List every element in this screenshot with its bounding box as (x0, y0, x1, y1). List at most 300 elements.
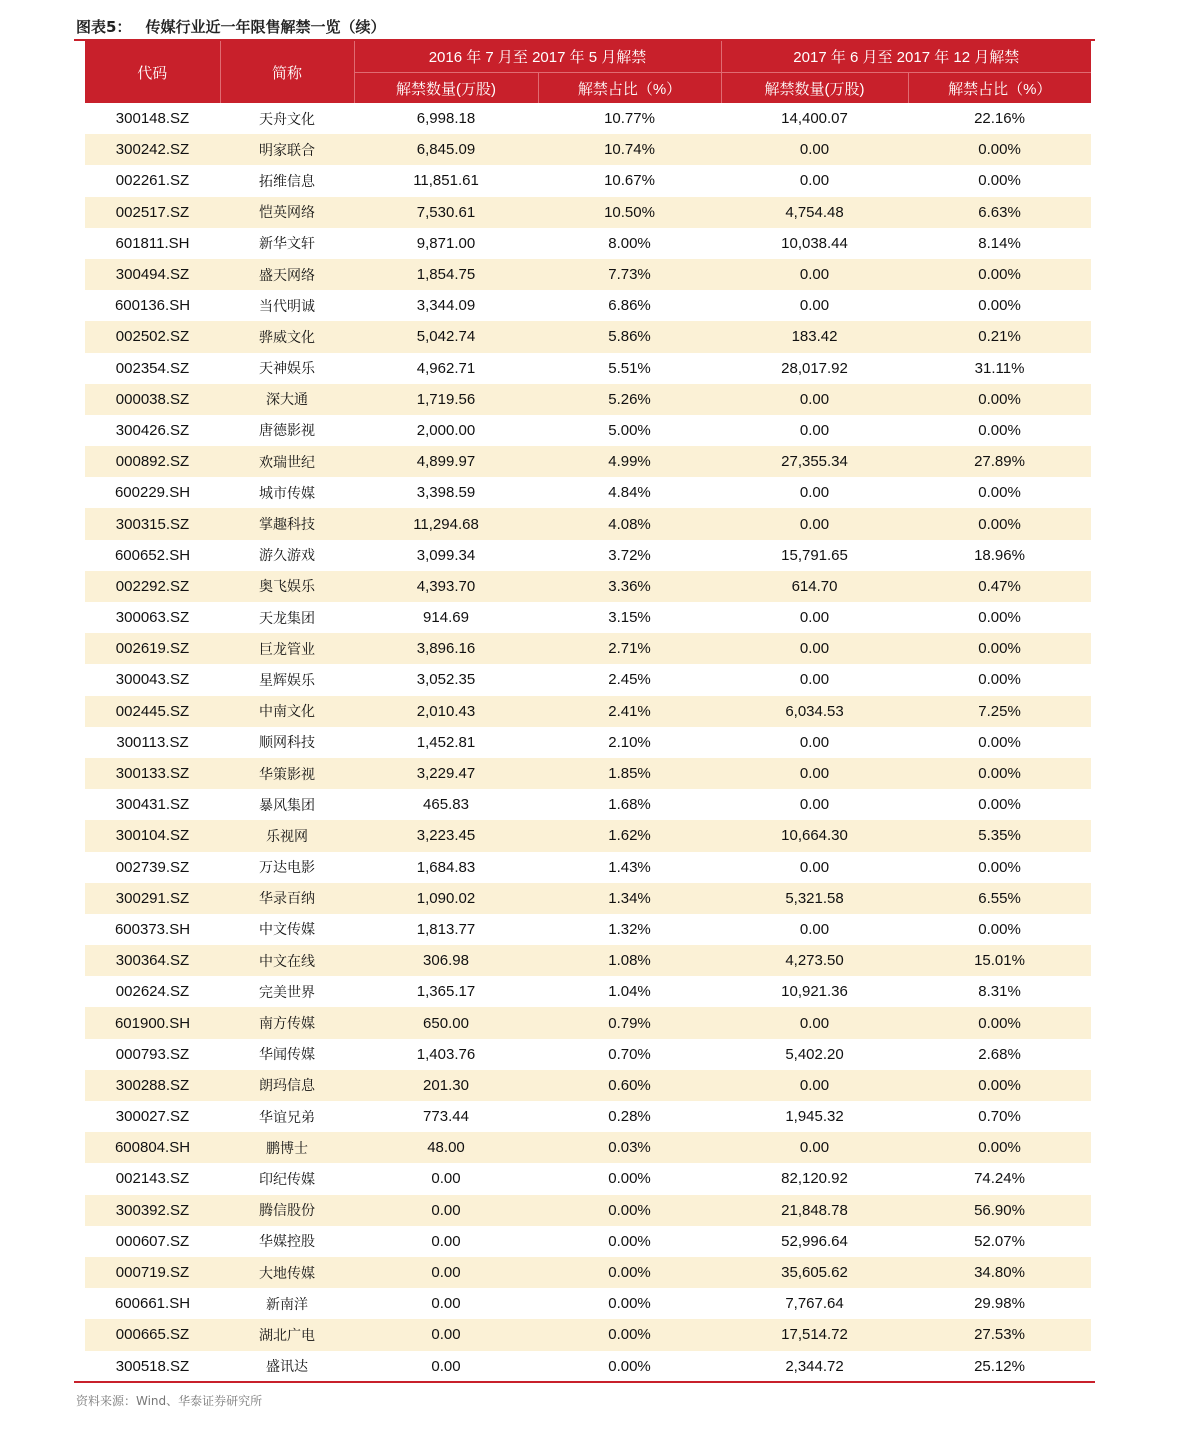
table-row (85, 1070, 1091, 1101)
cell-qty1: 11,851.61 (413, 172, 479, 190)
cell-code: 300364.SZ (85, 945, 220, 976)
cell-qty1: 1,719.56 (354, 384, 538, 415)
cell-ratio2: 8.14% (978, 234, 1021, 252)
cell-qty2: 0.00 (721, 134, 908, 165)
cell-ratio1: 10.77% (604, 110, 655, 128)
cell-code: 600652.SH (114, 546, 191, 564)
cell-name: 深大通 (220, 384, 354, 415)
header-qty1: 解禁数量(万股) (354, 73, 538, 104)
cell-ratio2: 74.24% (974, 1170, 1025, 1188)
cell-ratio1: 0.00% (608, 1295, 651, 1313)
cell-code: 002624.SZ (115, 983, 190, 1001)
cell-ratio2: 27.53% (908, 1319, 1091, 1350)
cell-qty1: 3,896.16 (354, 633, 538, 664)
cell-code: 000665.SZ (85, 1319, 220, 1350)
cell-ratio1: 2.45% (608, 671, 651, 689)
cell-ratio2: 0.00% (908, 1007, 1091, 1038)
cell-name: 中文传媒 (259, 922, 315, 939)
cell-ratio1: 4.99% (538, 446, 721, 477)
table-row (85, 540, 1091, 571)
cell-ratio2: 25.12% (974, 1357, 1025, 1375)
cell-ratio2: 6.63% (908, 197, 1091, 228)
cell-code: 300027.SZ (115, 1108, 190, 1126)
cell-code: 002445.SZ (85, 696, 220, 727)
cell-qty2: 0.00 (799, 920, 830, 938)
cell-name: 城市传媒 (259, 485, 315, 502)
cell-name: 华策影视 (220, 758, 354, 789)
cell-ratio1: 5.86% (538, 321, 721, 352)
header-ratio1: 解禁占比（%） (538, 73, 721, 104)
cell-ratio2: 0.00% (908, 758, 1091, 789)
cell-ratio2: 0.21% (908, 321, 1091, 352)
cell-qty2: 4,754.48 (721, 197, 908, 228)
cell-name: 新南洋 (266, 1296, 308, 1313)
cell-ratio1: 3.36% (538, 571, 721, 602)
table-row (85, 1163, 1091, 1194)
cell-ratio2: 5.35% (908, 820, 1091, 851)
cell-ratio2: 22.16% (974, 110, 1025, 128)
cell-code: 300133.SZ (85, 758, 220, 789)
table-row (85, 321, 1091, 352)
cell-code: 300043.SZ (115, 671, 190, 689)
cell-qty2: 0.00 (799, 858, 830, 876)
cell-code: 000038.SZ (85, 384, 220, 415)
cell-code: 002261.SZ (115, 172, 190, 190)
cell-ratio1: 7.73% (538, 259, 721, 290)
cell-name: 游久游戏 (259, 548, 315, 565)
cell-qty1: 9,871.00 (416, 234, 476, 252)
cell-code: 600661.SH (114, 1295, 191, 1313)
table-row (85, 103, 1091, 134)
cell-code: 300104.SZ (85, 820, 220, 851)
cell-qty2: 0.00 (721, 259, 908, 290)
cell-ratio1: 1.32% (608, 920, 651, 938)
cell-qty2: 5,402.20 (785, 1045, 844, 1063)
source-note: 资料来源：Wind、华泰证券研究所 (76, 1394, 263, 1408)
cell-qty1: 3,229.47 (354, 758, 538, 789)
cell-ratio2: 0.00% (978, 671, 1021, 689)
cell-code: 000892.SZ (85, 446, 220, 477)
cell-name: 当代明诚 (259, 298, 315, 315)
cell-ratio1: 1.43% (608, 858, 651, 876)
header-ratio2: 解禁占比（%） (908, 73, 1091, 104)
cell-qty2: 10,664.30 (721, 820, 908, 851)
table-row (85, 1257, 1091, 1288)
table-row (85, 976, 1091, 1007)
cell-code: 601900.SH (85, 1007, 220, 1038)
cell-qty1: 2,010.43 (354, 696, 538, 727)
cell-name: 骅威文化 (220, 321, 354, 352)
cell-qty2: 28,017.92 (781, 359, 848, 377)
cell-qty1: 3,223.45 (354, 820, 538, 851)
cell-code: 300291.SZ (85, 883, 220, 914)
cell-ratio1: 1.04% (608, 983, 651, 1001)
cell-name: 天龙集团 (259, 610, 315, 627)
cell-qty2: 0.00 (721, 1070, 908, 1101)
header-period1: 2016 年 7 月至 2017 年 5 月解禁 (354, 41, 721, 73)
cell-qty2: 35,605.62 (721, 1257, 908, 1288)
table-row (85, 664, 1091, 695)
cell-qty1: 201.30 (354, 1070, 538, 1101)
table-row (85, 1007, 1091, 1038)
table-row (85, 945, 1091, 976)
cell-ratio1: 5.00% (608, 421, 651, 439)
cell-qty1: 0.00 (431, 1170, 461, 1188)
cell-qty1: 2,000.00 (416, 421, 476, 439)
cell-code: 300242.SZ (85, 134, 220, 165)
cell-qty1: 4,962.71 (416, 359, 476, 377)
cell-code: 300113.SZ (116, 733, 189, 751)
cell-ratio2: 0.00% (978, 858, 1021, 876)
cell-qty1: 0.00 (354, 1195, 538, 1226)
cell-ratio2: 8.31% (978, 983, 1021, 1001)
cell-name: 盛讯达 (266, 1359, 308, 1376)
cell-code: 300392.SZ (85, 1195, 220, 1226)
cell-code: 300315.SZ (85, 508, 220, 539)
cell-name: 盛天网络 (220, 259, 354, 290)
cell-qty2: 0.00 (799, 671, 830, 689)
cell-name: 中文在线 (220, 945, 354, 976)
cell-ratio2: 2.68% (978, 1045, 1021, 1063)
cell-code: 300494.SZ (85, 259, 220, 290)
cell-ratio1: 5.26% (538, 384, 721, 415)
cell-qty1: 3,398.59 (416, 484, 476, 502)
figure-title (76, 16, 385, 37)
cell-ratio1: 10.74% (538, 134, 721, 165)
table-row (85, 602, 1091, 633)
cell-code: 600229.SH (114, 484, 191, 502)
cell-qty1: 4,393.70 (354, 571, 538, 602)
cell-qty2: 614.70 (721, 571, 908, 602)
cell-ratio1: 0.00% (538, 1319, 721, 1350)
cell-name: 南方传媒 (220, 1007, 354, 1038)
cell-qty2: 0.00 (721, 1132, 908, 1163)
cell-ratio1: 0.00% (538, 1195, 721, 1226)
cell-name: 华闻传媒 (259, 1047, 315, 1064)
cell-qty2: 82,120.92 (781, 1170, 848, 1188)
cell-qty1: 7,530.61 (354, 197, 538, 228)
cell-qty2: 10,038.44 (781, 234, 848, 252)
cell-name: 鹏博士 (220, 1132, 354, 1163)
cell-ratio1: 3.72% (608, 546, 651, 564)
cell-ratio1: 0.00% (608, 1357, 651, 1375)
cell-name: 欢瑞世纪 (220, 446, 354, 477)
cell-ratio1: 8.00% (608, 234, 651, 252)
cell-qty1: 6,998.18 (416, 110, 476, 128)
cell-code: 300148.SZ (115, 110, 190, 128)
cell-qty2: 0.00 (799, 297, 830, 315)
cell-name: 巨龙管业 (220, 633, 354, 664)
cell-qty2: 52,996.64 (781, 1232, 848, 1250)
cell-name: 华录百纳 (220, 883, 354, 914)
table-row (85, 1132, 1091, 1163)
cell-qty1: 3,052.35 (416, 671, 476, 689)
cell-code: 600136.SH (114, 297, 191, 315)
cell-ratio2: 31.11% (974, 359, 1025, 377)
cell-ratio2: 34.80% (908, 1257, 1091, 1288)
cell-qty2: 0.00 (721, 758, 908, 789)
table-row (85, 290, 1091, 321)
cell-ratio1: 10.67% (604, 172, 655, 190)
cell-code: 300426.SZ (115, 421, 190, 439)
cell-name: 湖北广电 (220, 1319, 354, 1350)
cell-code: 601811.SH (115, 234, 190, 252)
cell-qty1: 1,403.76 (416, 1045, 476, 1063)
cell-qty1: 1,090.02 (354, 883, 538, 914)
cell-ratio1: 3.15% (608, 609, 651, 627)
cell-qty2: 0.00 (799, 484, 830, 502)
cell-ratio1: 1.62% (538, 820, 721, 851)
cell-name: 万达电影 (259, 860, 315, 877)
cell-code: 002739.SZ (115, 858, 190, 876)
header-name: 简称 (220, 41, 354, 103)
cell-ratio2: 6.55% (908, 883, 1091, 914)
cell-qty1: 3,099.34 (416, 546, 476, 564)
cell-qty1: 5,042.74 (354, 321, 538, 352)
cell-ratio2: 0.00% (978, 484, 1021, 502)
cell-qty2: 17,514.72 (721, 1319, 908, 1350)
cell-qty2: 14,400.07 (781, 110, 848, 128)
lockup-expiry-table (85, 41, 1091, 1382)
table-row (85, 197, 1091, 228)
table-row (85, 789, 1091, 820)
cell-ratio2: 15.01% (908, 945, 1091, 976)
cell-qty1: 1,365.17 (416, 983, 476, 1001)
table-row (85, 1351, 1091, 1382)
cell-ratio1: 1.68% (608, 796, 651, 814)
cell-ratio2: 27.89% (908, 446, 1091, 477)
cell-ratio1: 0.00% (538, 1257, 721, 1288)
cell-ratio1: 0.70% (608, 1045, 651, 1063)
cell-ratio1: 0.79% (538, 1007, 721, 1038)
cell-code: 300288.SZ (85, 1070, 220, 1101)
cell-qty1: 0.00 (354, 1257, 538, 1288)
table-row (85, 134, 1091, 165)
table-row (85, 696, 1091, 727)
cell-qty2: 2,344.72 (785, 1357, 844, 1375)
bottom-rule (74, 1381, 1095, 1383)
cell-qty2: 0.00 (721, 633, 908, 664)
table-row (85, 571, 1091, 602)
cell-qty2: 0.00 (799, 421, 830, 439)
cell-ratio1: 5.51% (608, 359, 651, 377)
cell-qty1: 650.00 (354, 1007, 538, 1038)
table-row (85, 1226, 1091, 1257)
cell-ratio1: 0.60% (538, 1070, 721, 1101)
table-row (85, 633, 1091, 664)
cell-ratio2: 52.07% (974, 1232, 1025, 1250)
cell-code: 002354.SZ (115, 359, 190, 377)
cell-name: 完美世界 (259, 984, 315, 1001)
table-row (85, 508, 1091, 539)
cell-code: 600804.SH (85, 1132, 220, 1163)
cell-qty2: 10,921.36 (781, 983, 848, 1001)
table-row (85, 1101, 1091, 1132)
cell-code: 300063.SZ (115, 609, 190, 627)
cell-ratio2: 0.00% (908, 134, 1091, 165)
cell-name: 星辉娱乐 (259, 672, 315, 689)
cell-qty1: 0.00 (431, 1357, 461, 1375)
header-qty2: 解禁数量(万股) (721, 73, 908, 104)
table-row (85, 384, 1091, 415)
cell-name: 腾信股份 (220, 1195, 354, 1226)
table-row (85, 758, 1091, 789)
table-row (85, 228, 1091, 259)
cell-ratio2: 0.00% (978, 733, 1021, 751)
cell-name: 暴风集团 (259, 797, 315, 814)
table-row (85, 1039, 1091, 1070)
table-row (85, 820, 1091, 851)
cell-qty2: 0.00 (799, 733, 830, 751)
cell-ratio1: 0.00% (608, 1170, 651, 1188)
cell-ratio2: 0.00% (978, 172, 1021, 190)
cell-code: 002502.SZ (85, 321, 220, 352)
cell-code: 002143.SZ (115, 1170, 190, 1188)
cell-qty1: 1,813.77 (416, 920, 476, 938)
cell-qty1: 0.00 (354, 1319, 538, 1350)
cell-ratio2: 0.00% (908, 508, 1091, 539)
cell-ratio2: 18.96% (974, 546, 1025, 564)
table-row (85, 1195, 1091, 1226)
table-row (85, 1288, 1091, 1319)
cell-code: 002619.SZ (85, 633, 220, 664)
table-row (85, 415, 1091, 446)
cell-ratio1: 4.84% (608, 484, 651, 502)
cell-qty2: 0.00 (799, 172, 830, 190)
figure-label: 图表5： (76, 18, 132, 36)
cell-ratio2: 0.00% (908, 1070, 1091, 1101)
cell-name: 恺英网络 (220, 197, 354, 228)
cell-ratio1: 0.03% (538, 1132, 721, 1163)
cell-code: 002517.SZ (85, 197, 220, 228)
cell-name: 朗玛信息 (220, 1070, 354, 1101)
cell-qty2: 0.00 (721, 508, 908, 539)
table-row (85, 727, 1091, 758)
table-row (85, 852, 1091, 883)
cell-qty1: 4,899.97 (354, 446, 538, 477)
cell-qty2: 6,034.53 (721, 696, 908, 727)
cell-qty1: 306.98 (354, 945, 538, 976)
cell-ratio2: 0.00% (908, 384, 1091, 415)
cell-qty2: 4,273.50 (721, 945, 908, 976)
cell-code: 000607.SZ (115, 1232, 190, 1250)
cell-qty2: 27,355.34 (721, 446, 908, 477)
cell-ratio2: 0.00% (908, 259, 1091, 290)
table-row (85, 446, 1091, 477)
cell-ratio1: 2.10% (608, 733, 651, 751)
cell-ratio1: 0.00% (608, 1232, 651, 1250)
table-row (85, 259, 1091, 290)
cell-ratio1: 1.85% (538, 758, 721, 789)
cell-ratio2: 0.00% (908, 1132, 1091, 1163)
cell-qty1: 3,344.09 (416, 297, 476, 315)
cell-code: 300431.SZ (115, 796, 190, 814)
cell-name: 掌趣科技 (220, 508, 354, 539)
cell-ratio2: 0.47% (908, 571, 1091, 602)
cell-qty1: 1,854.75 (354, 259, 538, 290)
cell-qty1: 465.83 (423, 796, 469, 814)
cell-qty1: 914.69 (423, 609, 469, 627)
cell-qty2: 21,848.78 (721, 1195, 908, 1226)
cell-name: 中南文化 (220, 696, 354, 727)
header-period2: 2017 年 6 月至 2017 年 12 月解禁 (721, 41, 1091, 73)
cell-code: 600373.SH (114, 920, 191, 938)
figure-title-text: 传媒行业近一年限售解禁一览（续） (145, 18, 386, 36)
cell-code: 000719.SZ (85, 1257, 220, 1288)
table-row (85, 883, 1091, 914)
header-code: 代码 (85, 41, 220, 103)
cell-qty1: 1,684.83 (416, 858, 476, 876)
cell-ratio2: 0.00% (978, 796, 1021, 814)
cell-ratio1: 1.08% (538, 945, 721, 976)
cell-qty1: 48.00 (354, 1132, 538, 1163)
cell-name: 明家联合 (220, 134, 354, 165)
table-row (85, 914, 1091, 945)
cell-name: 顺网科技 (259, 735, 315, 752)
cell-ratio2: 29.98% (974, 1295, 1025, 1313)
cell-ratio2: 0.00% (908, 633, 1091, 664)
cell-qty2: 7,767.64 (785, 1295, 844, 1313)
cell-name: 新华文轩 (259, 236, 315, 253)
cell-ratio1: 1.34% (538, 883, 721, 914)
cell-code: 300518.SZ (115, 1357, 190, 1375)
cell-qty1: 0.00 (431, 1295, 461, 1313)
cell-qty1: 11,294.68 (354, 508, 538, 539)
cell-ratio2: 0.00% (978, 421, 1021, 439)
cell-ratio1: 6.86% (608, 297, 651, 315)
cell-ratio2: 0.00% (978, 297, 1021, 315)
cell-qty2: 0.00 (721, 384, 908, 415)
cell-qty2: 0.00 (799, 609, 830, 627)
cell-name: 天神娱乐 (259, 361, 315, 378)
table-row (85, 353, 1091, 384)
cell-ratio2: 0.70% (978, 1108, 1021, 1126)
cell-name: 拓维信息 (259, 173, 315, 190)
cell-qty1: 6,845.09 (354, 134, 538, 165)
cell-qty2: 0.00 (799, 796, 830, 814)
cell-qty1: 0.00 (431, 1232, 461, 1250)
cell-name: 华谊兄弟 (259, 1109, 315, 1126)
cell-name: 印纪传媒 (259, 1171, 315, 1188)
cell-ratio2: 7.25% (908, 696, 1091, 727)
cell-ratio1: 0.28% (608, 1108, 651, 1126)
cell-code: 002292.SZ (85, 571, 220, 602)
table-header (85, 41, 1091, 103)
cell-name: 唐德影视 (259, 423, 315, 440)
table-row (85, 477, 1091, 508)
cell-name: 大地传媒 (220, 1257, 354, 1288)
cell-name: 天舟文化 (259, 111, 315, 128)
cell-name: 奥飞娱乐 (220, 571, 354, 602)
cell-name: 乐视网 (220, 820, 354, 851)
cell-ratio2: 56.90% (908, 1195, 1091, 1226)
cell-qty1: 1,452.81 (416, 733, 476, 751)
cell-ratio1: 2.41% (538, 696, 721, 727)
cell-qty2: 5,321.58 (721, 883, 908, 914)
cell-qty2: 183.42 (721, 321, 908, 352)
cell-qty2: 1,945.32 (785, 1108, 844, 1126)
table-body (85, 103, 1091, 1382)
table-row (85, 165, 1091, 196)
cell-qty1: 773.44 (423, 1108, 469, 1126)
cell-ratio1: 10.50% (538, 197, 721, 228)
cell-ratio2: 0.00% (978, 920, 1021, 938)
cell-name: 华媒控股 (259, 1234, 315, 1251)
cell-ratio2: 0.00% (978, 609, 1021, 627)
cell-qty2: 15,791.65 (781, 546, 848, 564)
cell-ratio1: 4.08% (538, 508, 721, 539)
cell-code: 000793.SZ (115, 1045, 190, 1063)
